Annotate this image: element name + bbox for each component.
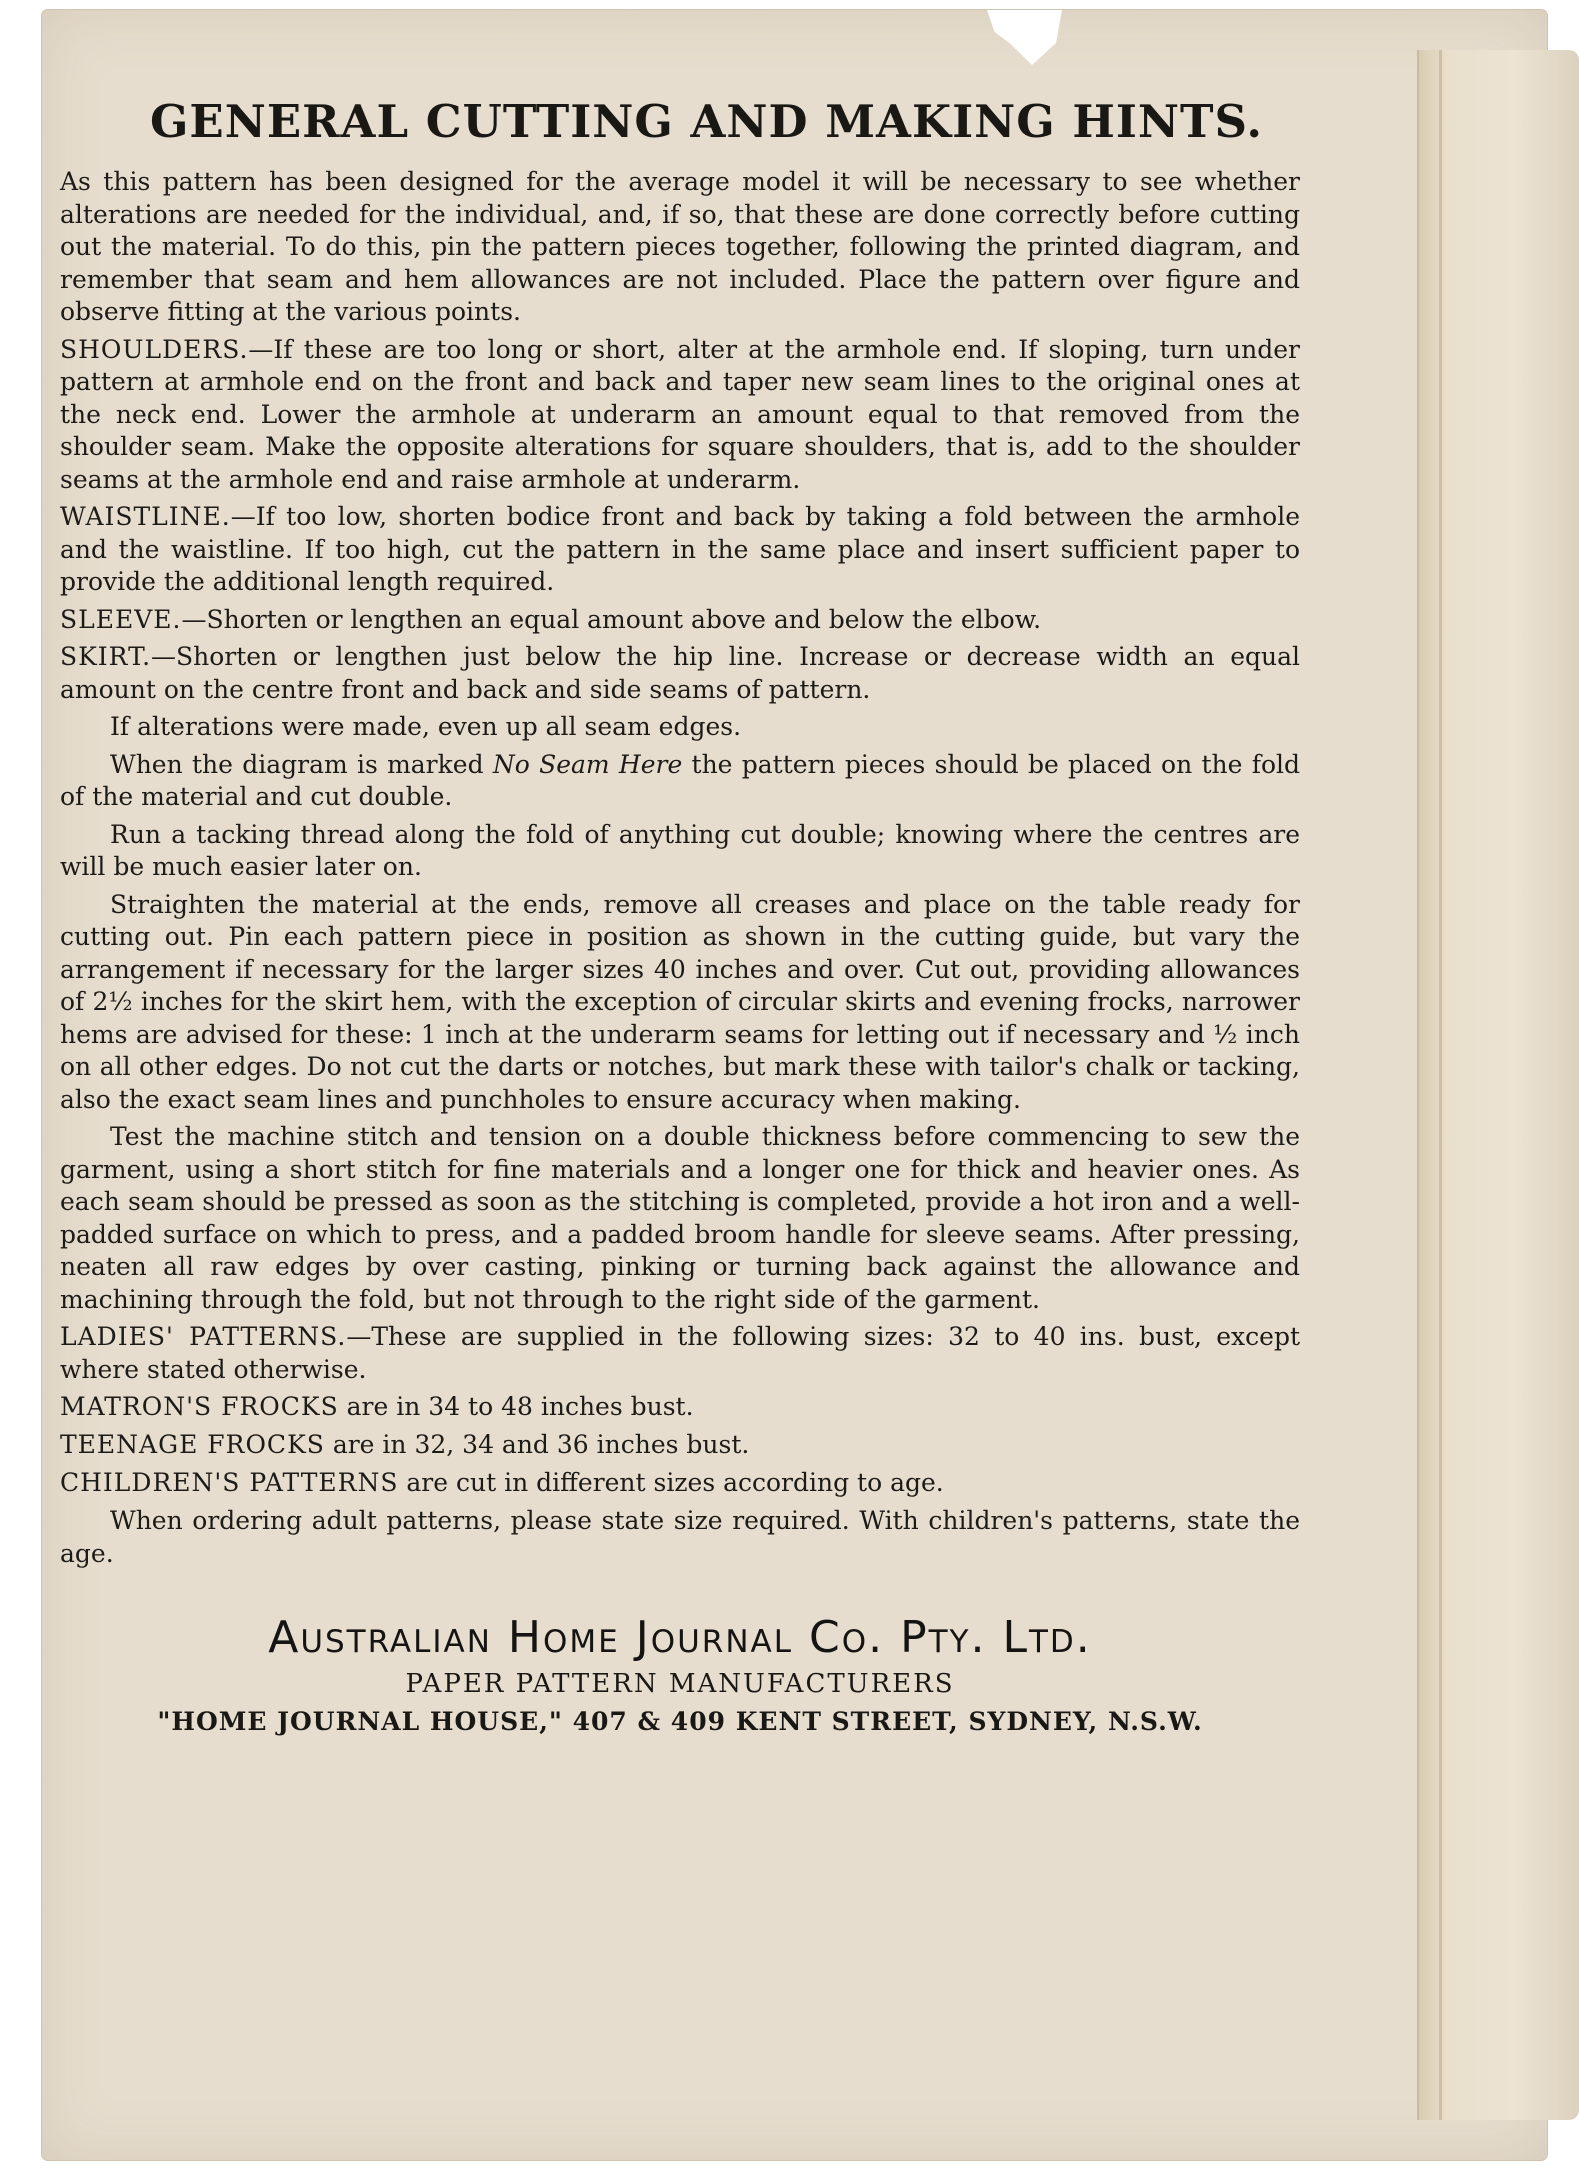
teenage-text: are in 32, 34 and 36 inches bust. bbox=[324, 1430, 750, 1459]
no-seam-paragraph bbox=[60, 749, 1300, 814]
sleeve-label: SLEEVE. bbox=[60, 604, 182, 634]
publisher-footer bbox=[60, 1612, 1300, 1736]
skirt-label: SKIRT. bbox=[60, 642, 152, 671]
printed-page bbox=[60, 95, 1300, 1895]
ordering-paragraph: When ordering adult patterns, please state size required. With children's patterns, state the age. bbox=[60, 1506, 1300, 1568]
sleeve-text: —Shorten or lengthen an equal amount above and below the elbow. bbox=[181, 604, 1042, 634]
shoulders-label: SHOULDERS. bbox=[60, 334, 249, 364]
no-seam-emphasis: No Seam Here bbox=[492, 749, 683, 779]
company-tagline: PAPER PATTERN MANUFACTURERS bbox=[405, 1669, 955, 1699]
intro-text: As this pattern has been designed for the average model it will be necessary to see whether alterations are needed for the individual, and, if so, that these are done correctly before cutting out the material. To do this, pin the pattern pieces together, following the printed diagram, and remember that seam and hem allowances are not included. Place the pattern over figure and observe fitting at the various points. bbox=[60, 167, 1300, 326]
children-label: CHILDREN'S PATTERNS bbox=[60, 1468, 399, 1497]
machine-paragraph: Test the machine stitch and tension on a double thickness before commencing to sew the garment, using a short stitch for fine materials and a longer one for thick and heavier ones. As each seam should be pressed as soon as the stitching is completed, provide a hot iron and a well-padded surface on which to press, and a padded broom handle for sleeve seams. After pressing, neaten all raw edges by over casting, pinking or turning back against the allowance and machining through the fold, but not through to the right side of the garment. bbox=[60, 1122, 1300, 1314]
sleeve-paragraph bbox=[60, 604, 1300, 637]
skirt-paragraph bbox=[60, 641, 1300, 706]
children-text: are cut in different sizes according to age. bbox=[398, 1468, 944, 1497]
skirt-text: —Shorten or lengthen just below the hip line. Increase or decrease width an equal amount on the centre front and back and side seams of pattern. bbox=[60, 642, 1300, 704]
ladies-text: —These are supplied in the following sizes: 32 to 40 ins. bust, except where stated otherwise. bbox=[60, 1322, 1300, 1384]
no-seam-before: When the diagram is marked bbox=[110, 749, 493, 779]
no-seam-after: the pattern pieces should be placed on the fold of the material and cut double. bbox=[60, 749, 1301, 811]
shoulders-text: —If these are too long or short, alter at the armhole end. If sloping, turn under pattern at armhole end on the front and back and taper new seam lines to the original ones at the neck end. Lower the armhole at underarm an amount equal to that removed from the shoulder seam. Make the opposite alterations for square shoulders, that is, add to the shoulder seams at the armhole end and raise armhole at underarm. bbox=[60, 334, 1300, 494]
teenage-line bbox=[60, 1429, 1300, 1461]
intro-paragraph bbox=[60, 166, 1300, 329]
company-address: "HOME JOURNAL HOUSE," 407 & 409 KENT STREET, SYDNEY, N.S.W. bbox=[157, 1707, 1203, 1736]
ladies-paragraph bbox=[60, 1321, 1300, 1386]
alterations-paragraph: If alterations were made, even up all seam edges. bbox=[110, 712, 742, 741]
tacking-paragraph: Run a tacking thread along the fold of anything cut double; knowing where the centres are will be much easier later on. bbox=[60, 819, 1300, 881]
teenage-label: TEENAGE FROCKS bbox=[60, 1430, 325, 1459]
matron-label: MATRON'S FROCKS bbox=[60, 1392, 339, 1421]
children-line bbox=[60, 1467, 1300, 1499]
ladies-label: LADIES' PATTERNS. bbox=[60, 1322, 347, 1351]
waistline-label: WAISTLINE. bbox=[60, 502, 231, 531]
waistline-text: —If too low, shorten bodice front and back by taking a fold between the armhole and the waistline. If too high, cut the pattern in the same place and insert sufficient paper to provide the additional length required. bbox=[60, 502, 1300, 596]
shoulders-paragraph bbox=[60, 334, 1300, 497]
page-title: GENERAL CUTTING AND MAKING HINTS. bbox=[150, 95, 1264, 148]
waistline-paragraph bbox=[60, 501, 1300, 599]
matron-line bbox=[60, 1391, 1300, 1423]
flap-fold-line bbox=[1439, 50, 1442, 2120]
torn-notch bbox=[987, 10, 1062, 65]
matron-text: are in 34 to 48 inches bust. bbox=[338, 1392, 694, 1421]
envelope-side-flap bbox=[1417, 50, 1579, 2120]
company-name: Australian Home Journal Co. Pty. Ltd. bbox=[268, 1612, 1092, 1663]
straighten-paragraph: Straighten the material at the ends, remove all creases and place on the table ready for cutting out. Pin each pattern piece in position as shown in the cutting guide, but vary the arrangement if necessary for the larger sizes 40 inches and over. Cut out, providing allowances of 2½ inches for the skirt hem, with the exception of circular skirts and evening frocks, narrower hems are advised for these: 1 inch at the underarm seams for letting out if necessary and ½ inch on all other edges. Do not cut the darts or notches, but mark these with tailor's chalk or tacking, also the exact seam lines and punchholes to ensure accuracy when making. bbox=[60, 889, 1300, 1114]
